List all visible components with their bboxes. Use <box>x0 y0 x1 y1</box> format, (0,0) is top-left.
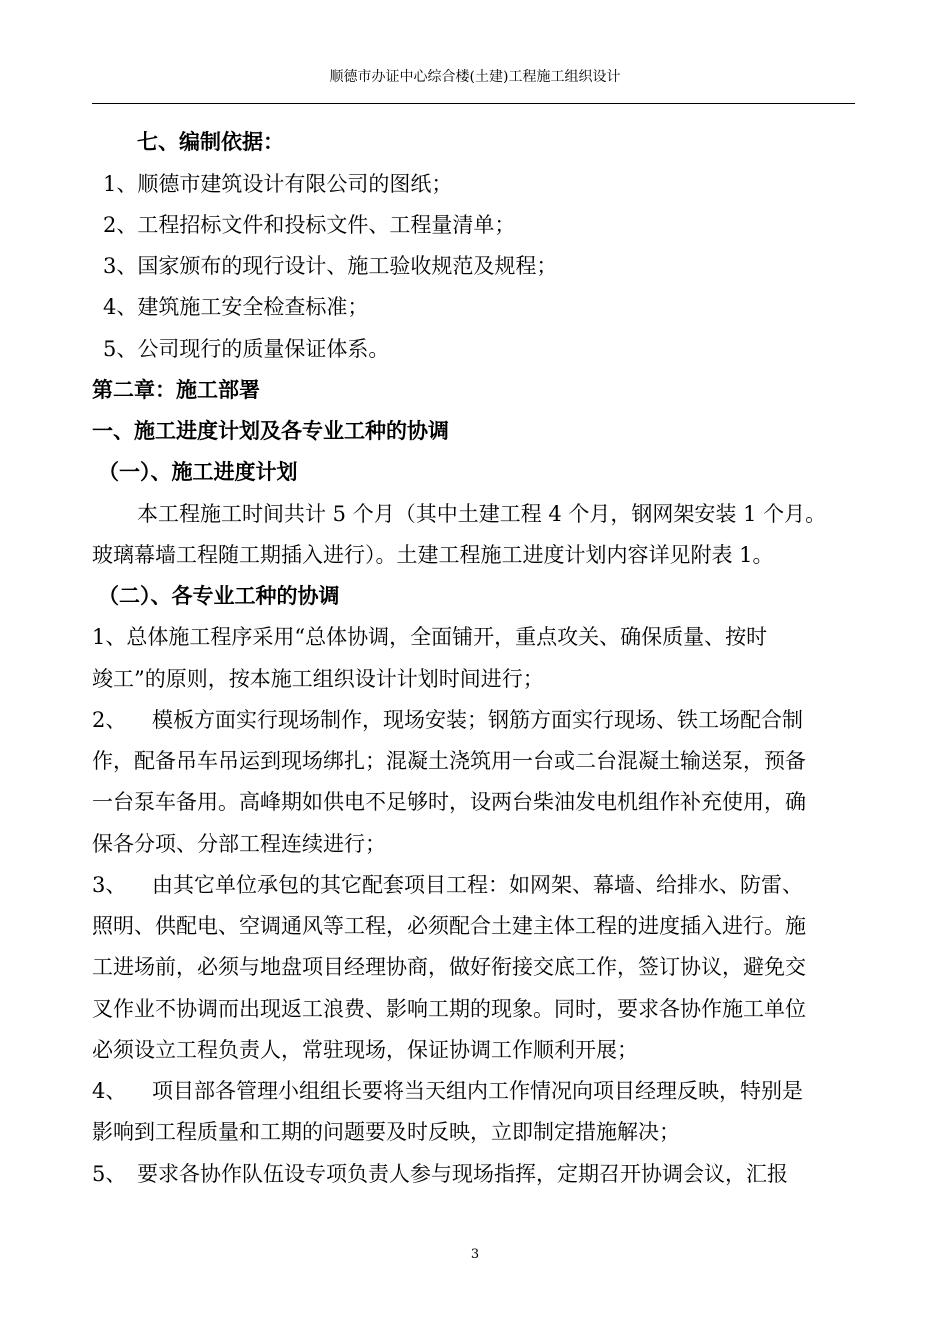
paragraph-line: 作，配备吊车吊运到现场绑扎；混凝土浇筑用一台或二台混凝土输送泵，预备 <box>92 749 806 773</box>
paragraph-line: 1、总体施工程序采用“总体协调，全面铺开，重点攻关、确保质量、按时 <box>92 625 768 649</box>
page-header-title: 顺德市办证中心综合楼(土建)工程施工组织设计 <box>329 69 621 85</box>
list-item: 2、工程招标文件和投标文件、工程量清单； <box>103 213 516 237</box>
list-item: 3、国家颁布的现行设计、施工验收规范及规程； <box>103 254 558 278</box>
list-number: 2、 <box>92 708 127 732</box>
paragraph-line: 叉作业不协调而出现返工浪费、影响工期的现象。同时，要求各协作施工单位 <box>92 997 806 1021</box>
section-heading: 七、编制依据： <box>137 129 284 154</box>
header-rule <box>92 103 855 104</box>
list-number: 3、 <box>92 873 127 897</box>
paragraph-line: 要求各协作队伍设专项负责人参与现场指挥，定期召开协调会议，汇报 <box>137 1162 788 1186</box>
paragraph-line: 必须设立工程负责人，常驻现场，保证协调工作顺利开展； <box>92 1038 638 1062</box>
list-item: 4、建筑施工安全检查标准； <box>103 295 369 319</box>
paragraph-line: 玻璃幕墙工程随工期插入进行）。土建工程施工进度计划内容详见附表 1。 <box>92 543 774 567</box>
section-heading: 一、施工进度计划及各专业工种的协调 <box>92 418 449 443</box>
list-item: 5、公司现行的质量保证体系。 <box>103 337 390 361</box>
paragraph-line: 模板方面实行现场制作，现场安装；钢筋方面实行现场、铁工场配合制 <box>152 708 803 732</box>
paragraph-line: 保各分项、分部工程连续进行； <box>92 832 386 856</box>
paragraph-line: 一台泵车备用。高峰期如供电不足够时，设两台柴油发电机组作补充使用，确 <box>92 790 806 814</box>
subsection-heading: （二）、各专业工种的协调 <box>98 583 340 608</box>
paragraph-line: 本工程施工时间共计 5 个月（其中土建工程 4 个月，钢网架安装 1 个月。 <box>137 502 827 526</box>
list-number: 5、 <box>92 1162 127 1186</box>
list-item: 1、顺德市建筑设计有限公司的图纸； <box>103 172 453 196</box>
paragraph-line: 竣工”的原则，按本施工组织设计计划时间进行； <box>92 667 544 691</box>
paragraph-line: 影响到工程质量和工期的问题要及时反映，立即制定措施解决； <box>92 1120 680 1144</box>
paragraph-line: 由其它单位承包的其它配套项目工程：如网架、幕墙、给排水、防雷、 <box>152 873 803 897</box>
subsection-heading: （一）、施工进度计划 <box>98 459 298 484</box>
paragraph-line: 照明、供配电、空调通风等工程，必须配合土建主体工程的进度插入进行。施 <box>92 914 806 938</box>
paragraph-line: 工进场前，必须与地盘项目经理协商，做好衔接交底工作，签订协议，避免交 <box>92 955 806 979</box>
page-number: 3 <box>470 1247 480 1262</box>
chapter-heading: 第二章：施工部署 <box>92 377 260 402</box>
paragraph-line: 项目部各管理小组组长要将当天组内工作情况向项目经理反映，特别是 <box>152 1079 803 1103</box>
list-number: 4、 <box>92 1079 127 1103</box>
